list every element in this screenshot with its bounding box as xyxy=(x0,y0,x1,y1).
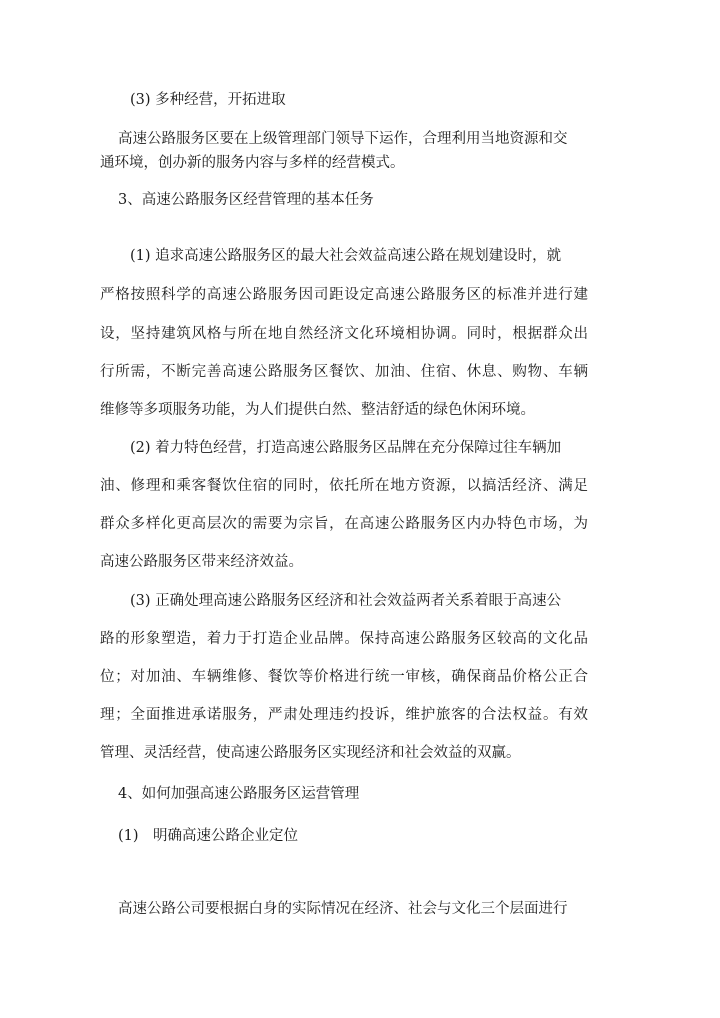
section-heading-basic-tasks: 3、高速公路服务区经营管理的基本任务 xyxy=(118,192,374,208)
paragraph-line: 位；对加油、车辆维修、餐饮等价格进行统一审核，确保商品价格公正合 xyxy=(100,669,588,685)
paragraph-line: 群众多样化更高层次的需要为宗旨，在高速公路服务区内办特色市场，为 xyxy=(100,516,588,532)
paragraph-line: 管理、灵活经营，使高速公路服务区实现经济和社会效益的双赢。 xyxy=(100,745,521,761)
paragraph-line: 理；全面推进承诺服务，严肃处理违约投诉，维护旅客的合法权益。有效 xyxy=(100,707,588,723)
subheading-enterprise-positioning: (1) 明确高速公路企业定位 xyxy=(118,828,299,844)
paragraph-line: 高速公路服务区要在上级管理部门领导下运作，合理利用当地资源和交 xyxy=(118,131,568,147)
paragraph-line: 油、修理和乘客餐饮住宿的同时，依托所在地方资源，以搞活经济、满足 xyxy=(100,478,588,494)
paragraph-line: 行所需，不断完善高速公路服务区餐饮、加油、住宿、休息、购物、车辆 xyxy=(100,364,588,380)
paragraph-line: 设，坚持建筑风格与所在地自然经济文化环境相协调。同时，根据群众出 xyxy=(100,326,588,342)
paragraph-line: (3) 正确处理高速公路服务区经济和社会效益两者关系着眼于高速公 xyxy=(130,593,562,609)
section-heading-operations-management: 4、如何加强高速公路服务区运营管理 xyxy=(118,786,360,802)
paragraph-line: 严格按照科学的高速公路服务因司距设定高速公路服务区的标准并进行建 xyxy=(100,287,588,303)
paragraph-line: 通环境，创办新的服务内容与多样的经营模式。 xyxy=(100,155,405,171)
subheading-diversified-operations: (3) 多种经营，开拓进取 xyxy=(130,92,286,108)
paragraph-line: 维修等多项服务功能，为人们提供白然、整洁舒适的绿色休闲环境。 xyxy=(100,402,535,418)
paragraph-line: 高速公路服务区带来经济效益。 xyxy=(100,554,303,570)
paragraph-line: (2) 着力特色经营，打造高速公路服务区品牌在充分保障过往车辆加 xyxy=(130,440,562,456)
paragraph-line: (1) 追求高速公路服务区的最大社会效益高速公路在规划建设时，就 xyxy=(130,248,562,264)
paragraph-line: 路的形象塑造，着力于打造企业品牌。保持高速公路服务区较高的文化品 xyxy=(100,631,588,647)
paragraph-line: 高速公路公司要根据白身的实际情况在经济、社会与文化三个层面进行 xyxy=(118,901,568,917)
